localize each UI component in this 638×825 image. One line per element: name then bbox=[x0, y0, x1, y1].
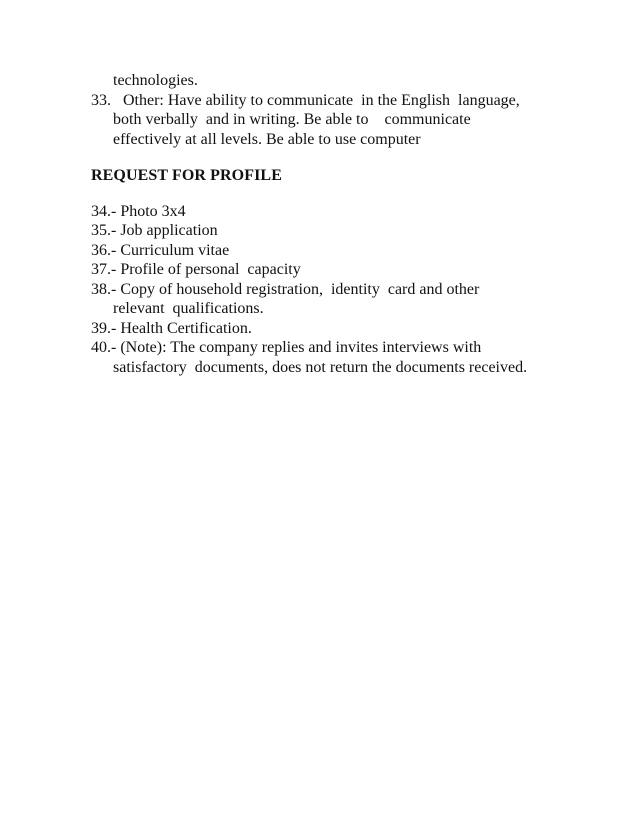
item-33-third-line: effectively at all levels. Be able to use computer bbox=[113, 130, 421, 148]
list-item-38-continuation: relevant qualifications. bbox=[113, 300, 264, 317]
list-item-40-continuation: satisfactory documents, does not return the documents received. bbox=[113, 358, 528, 376]
list-item-39: 39.- Health Certification. bbox=[91, 319, 252, 337]
list-item-38: 38.- Copy of household registration, identity card and other bbox=[91, 280, 480, 298]
list-item-34: 34.- Photo 3x4 bbox=[91, 202, 186, 220]
item-33-first-line: 33. Other: Have ability to communicate in the English language, bbox=[91, 91, 520, 109]
text-line-technologies: technologies. bbox=[113, 72, 198, 89]
document-body bbox=[91, 71, 561, 377]
section-heading-request-for-profile: REQUEST FOR PROFILE bbox=[91, 167, 282, 184]
list-item-36: 36.- Curriculum vitae bbox=[91, 241, 230, 259]
list-item-37: 37.- Profile of personal capacity bbox=[91, 261, 301, 278]
list-item-40: 40.- (Note): The company replies and invites interviews with bbox=[91, 339, 482, 356]
item-33-second-line: both verbally and in writing. Be able to communicate bbox=[113, 111, 471, 128]
list-item-35: 35.- Job application bbox=[91, 222, 218, 239]
